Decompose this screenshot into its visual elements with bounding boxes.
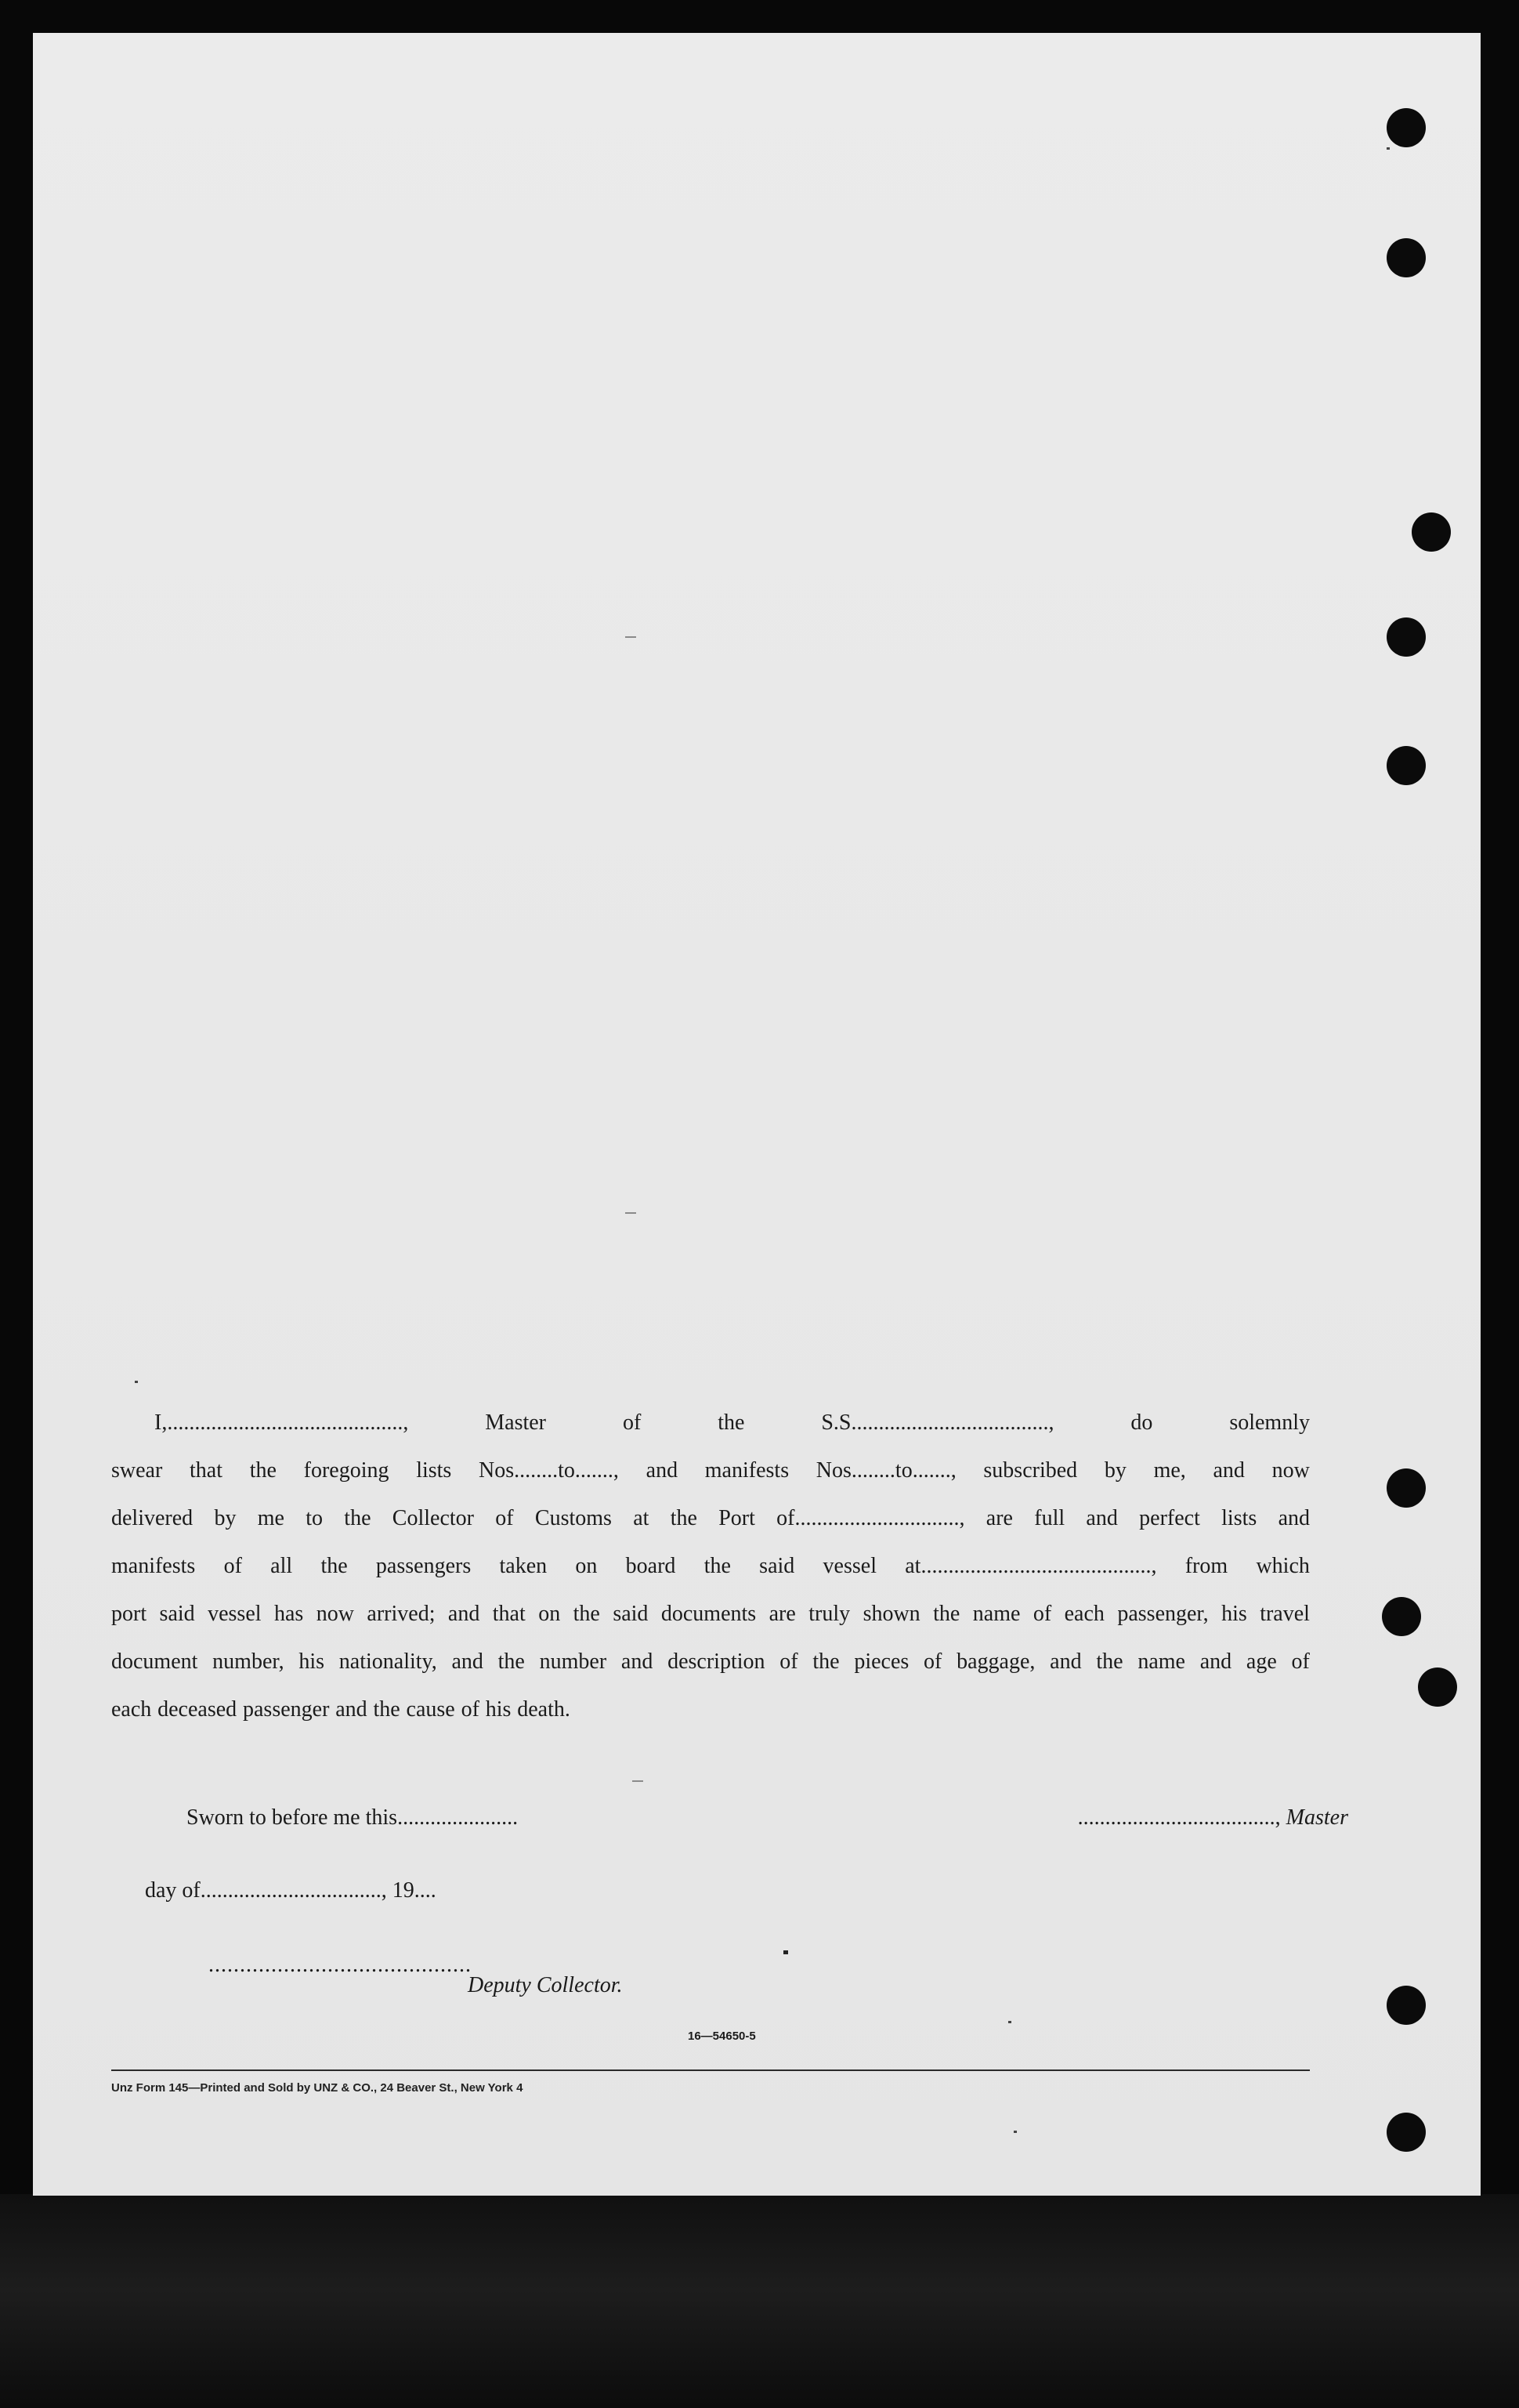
scan-mark	[1014, 2131, 1017, 2133]
oath-word: and	[1050, 1649, 1082, 1674]
oath-word: and	[451, 1649, 483, 1674]
form-number: 16—54650-5	[688, 2030, 756, 2043]
oath-word: description	[667, 1649, 765, 1674]
punch-hole-icon	[1418, 1667, 1457, 1707]
deputy-signature-dots: ..........................................	[208, 1953, 472, 1977]
oath-word: lists	[1221, 1506, 1257, 1530]
scan-mark	[1008, 2021, 1011, 2023]
oath-word: and	[646, 1458, 678, 1483]
oath-word: deceased	[157, 1697, 237, 1722]
oath-word: of	[1033, 1602, 1052, 1626]
oath-word: now	[316, 1602, 354, 1626]
punch-hole-icon	[1387, 238, 1426, 277]
oath-line	[111, 1447, 1310, 1494]
oath-word: number,	[212, 1649, 284, 1674]
oath-word: truly	[808, 1602, 851, 1626]
oath-word: which	[1256, 1554, 1310, 1578]
oath-word: and	[447, 1602, 480, 1626]
sworn-before-line: Sworn to before me this......................	[186, 1805, 519, 1830]
oath-word: on	[575, 1554, 598, 1578]
oath-word: said	[159, 1602, 195, 1626]
oath-word: of	[622, 1410, 642, 1435]
oath-word: said	[759, 1554, 795, 1578]
oath-line	[111, 1399, 1310, 1447]
printer-imprint: Unz Form 145—Printed and Sold by UNZ & CO., 24 Beaver St., New York 4	[111, 2081, 523, 2095]
oath-word: said	[613, 1602, 649, 1626]
oath-word: Collector	[392, 1506, 474, 1530]
oath-word: of	[223, 1554, 242, 1578]
oath-word: each	[1064, 1602, 1105, 1626]
oath-word: the	[1096, 1649, 1123, 1674]
oath-word: solemnly	[1229, 1410, 1310, 1435]
oath-word: cause	[406, 1697, 455, 1722]
oath-word: from	[1184, 1554, 1228, 1578]
oath-word: board	[625, 1554, 676, 1578]
oath-word: and	[1213, 1458, 1245, 1483]
master-label: Master	[1286, 1805, 1348, 1830]
day-of-line: day of................................., 19....	[145, 1878, 436, 1903]
master-signature-line	[1078, 1805, 1348, 1830]
oath-word: of	[461, 1697, 479, 1722]
oath-word: port	[111, 1602, 147, 1626]
oath-word: the	[812, 1649, 840, 1674]
oath-word: Customs	[534, 1506, 612, 1530]
oath-word: S.S....................................,	[821, 1410, 1054, 1435]
punch-hole-icon	[1387, 1468, 1426, 1508]
oath-word: delivered	[111, 1506, 193, 1530]
oath-word: the	[249, 1458, 277, 1483]
oath-word: the	[703, 1554, 731, 1578]
scan-mark	[1387, 147, 1390, 150]
oath-word: passenger	[243, 1697, 330, 1722]
oath-word: pieces	[854, 1649, 910, 1674]
oath-word: me	[257, 1506, 284, 1530]
oath-word: now	[1271, 1458, 1310, 1483]
oath-word: of	[779, 1649, 798, 1674]
oath-word: his	[485, 1697, 512, 1722]
oath-word: each	[111, 1697, 152, 1722]
oath-word: and	[620, 1649, 653, 1674]
oath-word: the	[670, 1506, 697, 1530]
oath-word: Nos........to.......,	[479, 1458, 619, 1483]
oath-word: manifests	[704, 1458, 790, 1483]
oath-word: the	[933, 1602, 960, 1626]
oath-word: I,...........................................,	[154, 1410, 409, 1435]
punch-hole-icon	[1387, 617, 1426, 657]
oath-word: of	[924, 1649, 942, 1674]
oath-word: his	[1221, 1602, 1247, 1626]
oath-word: documents	[660, 1602, 757, 1626]
oath-line	[111, 1686, 1310, 1733]
oath-word: do	[1130, 1410, 1153, 1435]
oath-word: name	[972, 1602, 1021, 1626]
scan-mark	[625, 636, 636, 638]
oath-line	[111, 1542, 1310, 1590]
oath-word: subscribed	[983, 1458, 1078, 1483]
oath-word: by	[1104, 1458, 1127, 1483]
punch-hole-icon	[1387, 2113, 1426, 2152]
oath-word: that	[492, 1602, 526, 1626]
oath-word: are	[769, 1602, 796, 1626]
master-signature-dots: ....................................,	[1077, 1805, 1286, 1830]
oath-word: the	[320, 1554, 348, 1578]
oath-word: the	[497, 1649, 525, 1674]
oath-word: baggage,	[957, 1649, 1036, 1674]
oath-word: the	[373, 1697, 400, 1722]
punch-hole-icon	[1387, 746, 1426, 785]
scan-mark	[783, 1950, 788, 1954]
oath-word: shown	[863, 1602, 920, 1626]
oath-word: at	[633, 1506, 649, 1530]
oath-word: has	[273, 1602, 304, 1626]
oath-word: at..........................................,	[905, 1554, 1157, 1578]
oath-word: the	[718, 1410, 745, 1435]
oath-word: arrived;	[367, 1602, 436, 1626]
oath-word: the	[573, 1602, 600, 1626]
oath-word: death.	[517, 1697, 570, 1722]
oath-word: document	[111, 1649, 198, 1674]
punch-hole-icon	[1382, 1597, 1421, 1636]
oath-word: his	[298, 1649, 325, 1674]
scan-mark	[632, 1780, 643, 1782]
oath-word: Master	[485, 1410, 547, 1435]
footer-rule	[111, 2069, 1310, 2071]
oath-word: the	[344, 1506, 371, 1530]
oath-word: swear	[111, 1458, 163, 1483]
scanner-bottom-band	[0, 2194, 1519, 2408]
oath-word: foregoing	[303, 1458, 389, 1483]
document-page	[33, 33, 1481, 2196]
oath-word: nationality,	[338, 1649, 437, 1674]
oath-word: all	[270, 1554, 293, 1578]
oath-word: number	[539, 1649, 607, 1674]
scan-mark	[135, 1381, 138, 1383]
oath-word: to	[306, 1506, 324, 1530]
oath-word: and	[1278, 1506, 1310, 1530]
oath-word: and	[1086, 1506, 1118, 1530]
deputy-collector-label: Deputy Collector.	[468, 1973, 623, 1997]
oath-word: age	[1246, 1649, 1277, 1674]
oath-word: that	[190, 1458, 222, 1483]
oath-word: full	[1034, 1506, 1065, 1530]
oath-line	[111, 1494, 1310, 1542]
punch-hole-icon	[1412, 512, 1451, 552]
oath-word: taken	[499, 1554, 548, 1578]
oath-word: passenger,	[1117, 1602, 1209, 1626]
oath-word: passengers	[375, 1554, 472, 1578]
oath-word: travel	[1260, 1602, 1310, 1626]
master-oath-paragraph	[111, 1399, 1310, 1733]
scan-mark	[625, 1212, 636, 1214]
punch-hole-icon	[1387, 1986, 1426, 2025]
oath-word: of	[1291, 1649, 1310, 1674]
oath-word: vessel	[208, 1602, 262, 1626]
oath-word: me,	[1153, 1458, 1186, 1483]
oath-word: by	[214, 1506, 237, 1530]
oath-word: of..............................,	[776, 1506, 965, 1530]
oath-word: name	[1137, 1649, 1185, 1674]
oath-word: vessel	[823, 1554, 877, 1578]
oath-word: perfect	[1139, 1506, 1200, 1530]
oath-word: Nos........to.......,	[816, 1458, 957, 1483]
oath-line	[111, 1590, 1310, 1638]
oath-word: and	[1199, 1649, 1232, 1674]
oath-word: of	[495, 1506, 514, 1530]
oath-word: lists	[416, 1458, 452, 1483]
oath-word: Port	[718, 1506, 755, 1530]
oath-word: and	[335, 1697, 367, 1722]
punch-hole-icon	[1387, 108, 1426, 147]
oath-word: are	[986, 1506, 1013, 1530]
oath-word: on	[538, 1602, 561, 1626]
oath-line	[111, 1638, 1310, 1686]
oath-word: manifests	[111, 1554, 196, 1578]
